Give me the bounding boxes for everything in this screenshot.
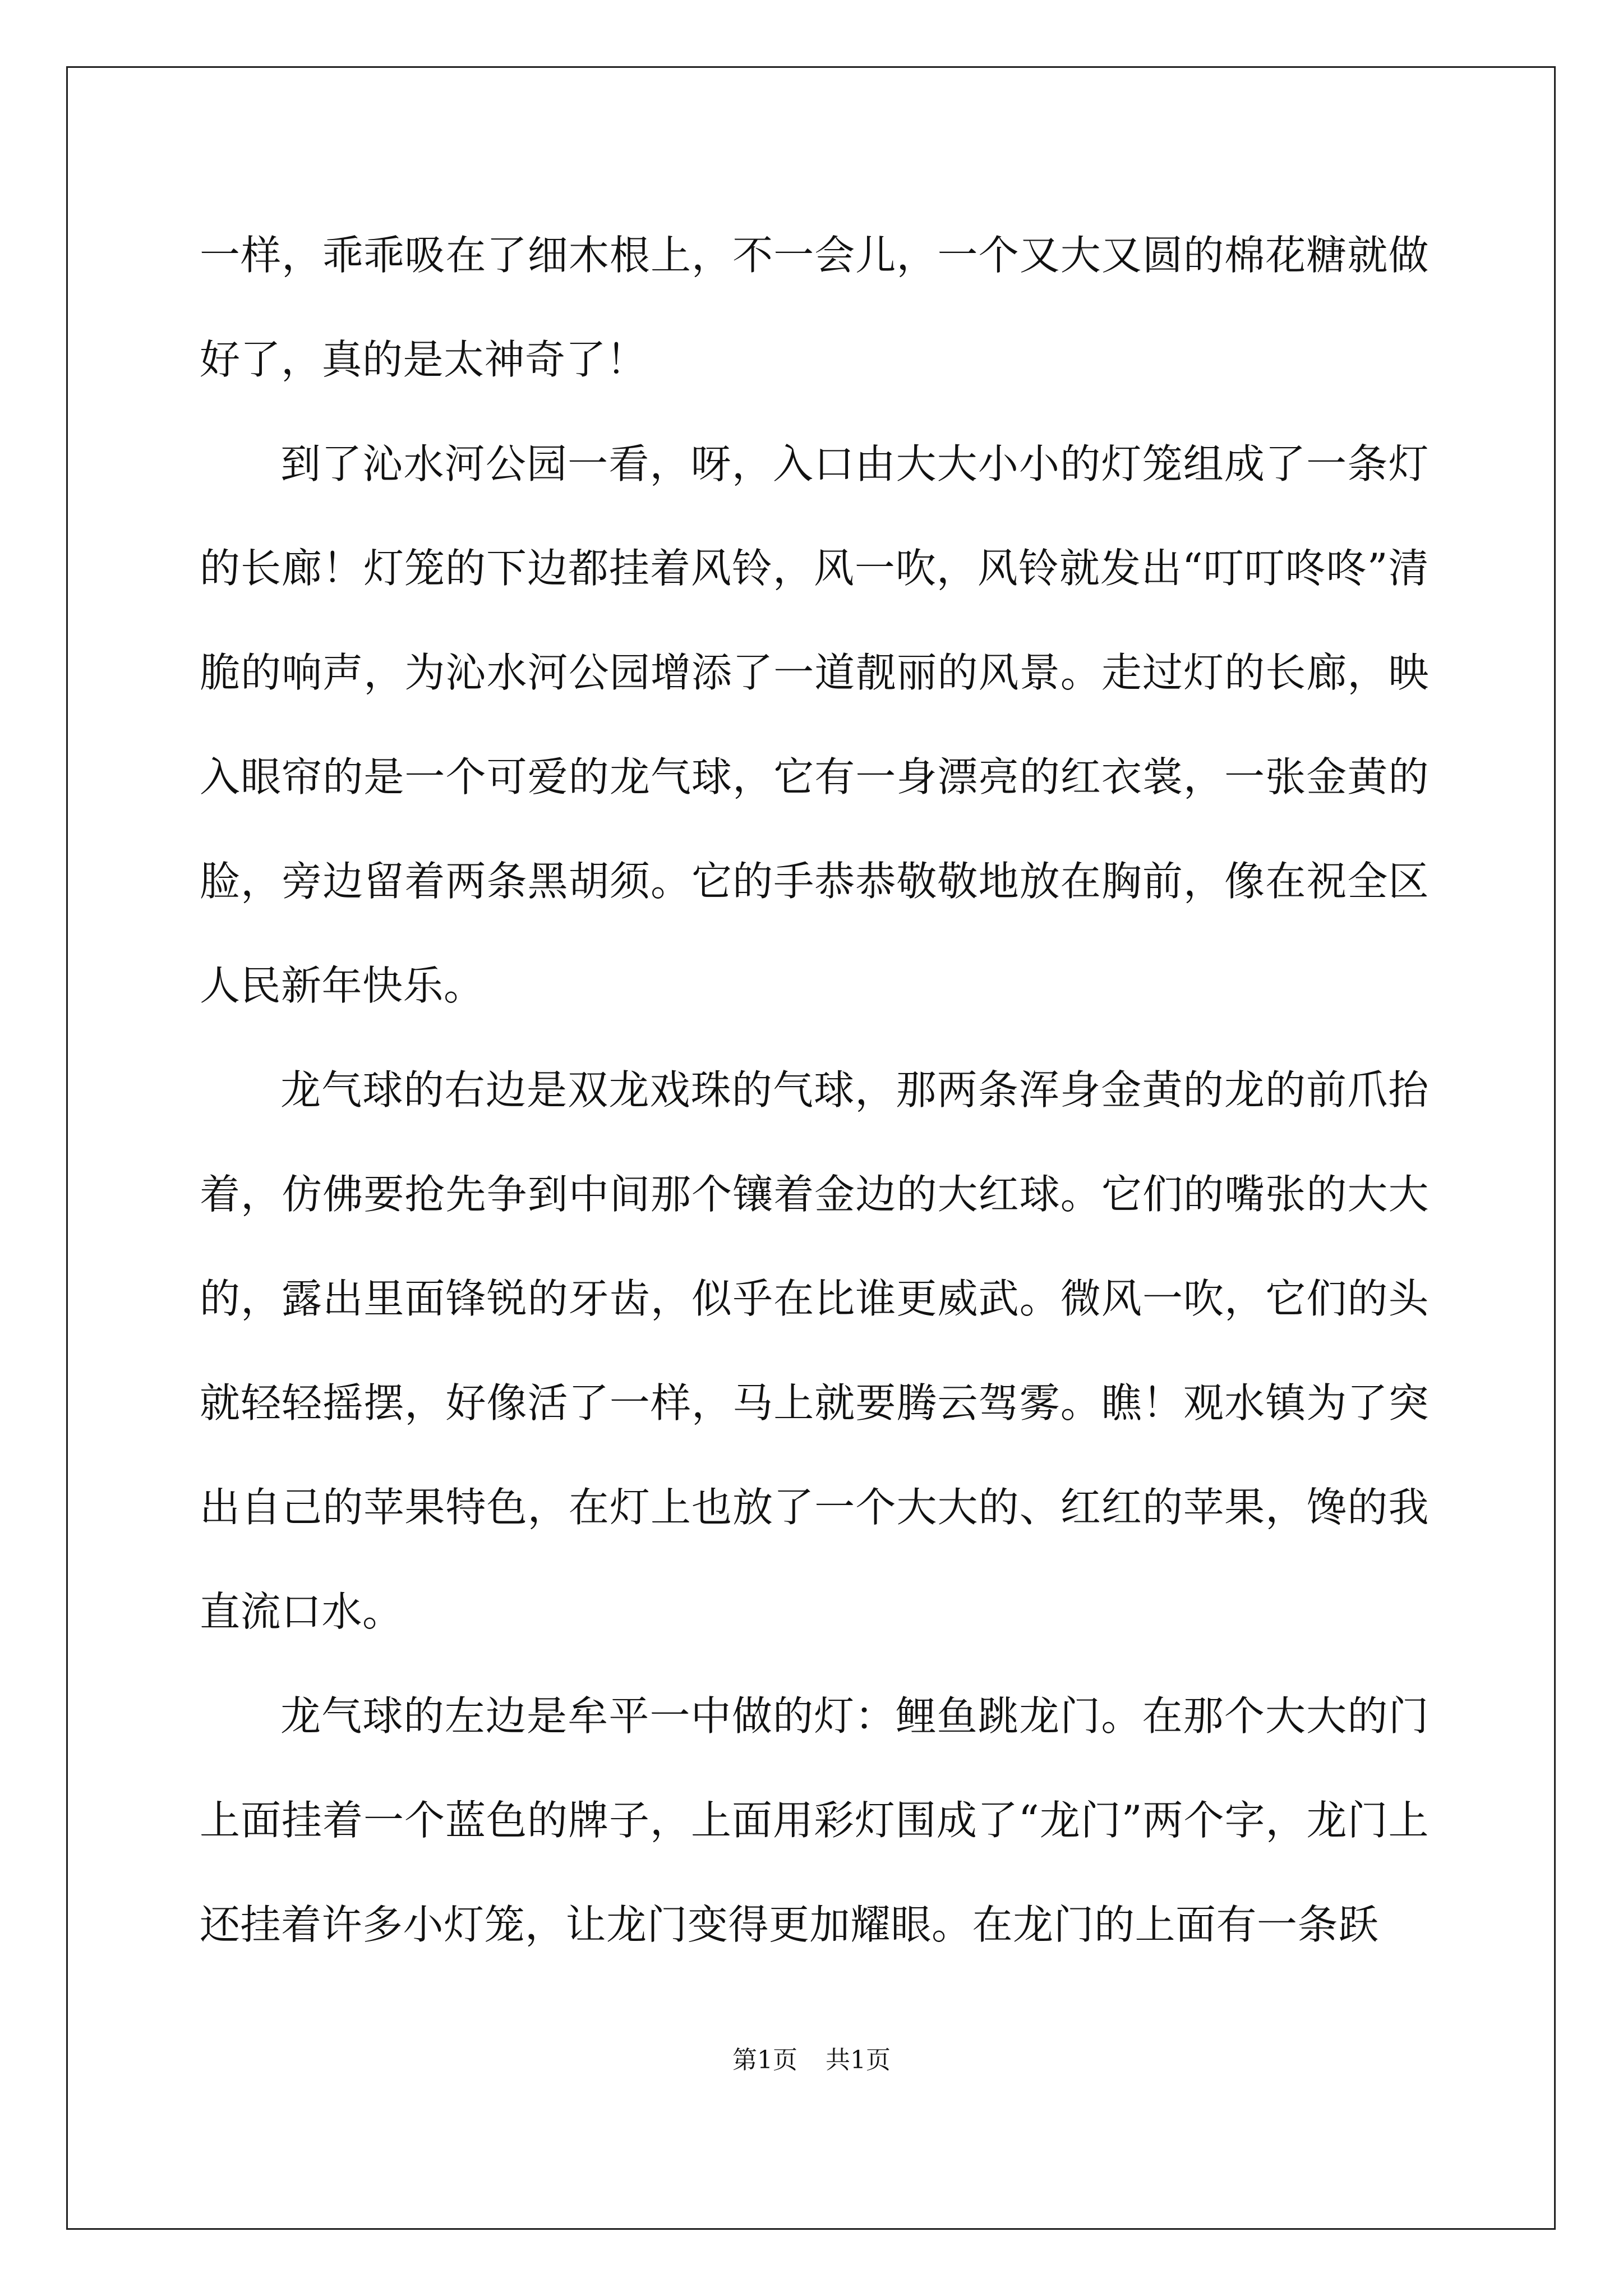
document-body <box>200 203 1429 1977</box>
page-footer <box>0 2040 1623 2076</box>
page-number-total: 共1页 <box>826 2046 891 2074</box>
paragraph-2: 到了沁水河公园一看，呀，入口由大大小小的灯笼组成了一条灯的长廊！灯笼的下边都挂着风铃，风一吹，风铃就发出“叮叮咚咚”清脆的响声，为沁水河公园增添了一道靓丽的风景。走过灯的长廊，映入眼帘的是一个可爱的龙气球，它有一身漂亮的红衣裳，一张金黄的脸，旁边留着两条黑胡须。它的手恭恭敬敬地放在胸前，像在祝全区人民新年快乐。 <box>200 440 1429 1009</box>
page-number-current: 第1页 <box>732 2046 797 2074</box>
paragraph-1: 一样，乖乖吸在了细木根上，不一会儿，一个又大又圆的棉花糖就做好了，真的是太神奇了！ <box>200 232 1429 383</box>
paragraph-3: 龙气球的右边是双龙戏珠的气球，那两条浑身金黄的龙的前爪抬着，仿佛要抢先争到中间那个镶着金边的大红球。它们的嘴张的大大的，露出里面锋锐的牙齿，似乎在比谁更威武。微风一吹，它们的头就轻轻摇摆，好像活了一样，马上就要腾云驾雾。瞧！观水镇为了突出自己的苹果特色，在灯上也放了一个大大的、红红的苹果，馋的我直流口水。 <box>200 1066 1429 1635</box>
paragraph-4: 龙气球的左边是牟平一中做的灯：鲤鱼跳龙门。在那个大大的门上面挂着一个蓝色的牌子，上面用彩灯围成了“龙门”两个字，龙门上还挂着许多小灯笼，让龙门变得更加耀眼。在龙门的上面有一条跃 <box>200 1692 1429 1948</box>
